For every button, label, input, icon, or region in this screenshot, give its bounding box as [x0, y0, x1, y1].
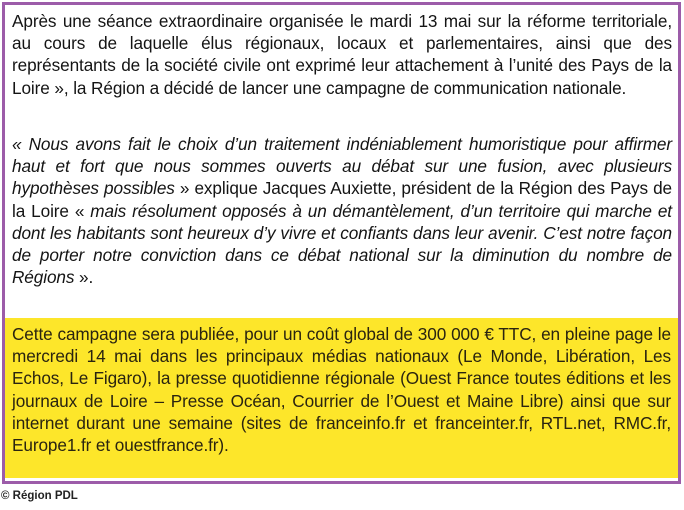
image-credit: © Région PDL [1, 490, 78, 502]
article-frame [2, 2, 681, 484]
intro-paragraph: Après une séance extraordinaire organisée le mardi 13 mai sur la réforme territoriale, au cours de laquelle élus régionaux, locaux et parlementaires, ainsi que des représentants de la société civile ont exprimé leur attachement à l’unité des Pays de la Loire », la Région a décidé de lancer une campagne de communication nationale. [12, 11, 672, 98]
quote-closing: ». [74, 267, 94, 288]
highlighted-box [5, 318, 678, 478]
quote-part-2: mais résolument opposés à un démantèlement, d’un territoire qui marche et dont les habitants sont heureux d’y vivre et confiants dans leur avenir. C’est notre façon de porter notre conviction dans ce débat national sur la diminution du nombre de Régions [12, 200, 672, 288]
quote-paragraph [12, 133, 672, 288]
quote-part-1: « Nous avons fait le choix d’un traitement indéniablement humoristique pour affirmer haut et fort que nous sommes ouverts au débat sur une fusion, avec plusieurs hypothèses possibles [12, 134, 672, 199]
campaign-details-paragraph: Cette campagne sera publiée, pour un coût global de 300 000 € TTC, en pleine page le mercredi 14 mai dans les principaux médias nationaux (Le Monde, Libération, Les Echos, Le Figaro), la presse quotidienne régionale (Ouest France toutes éditions et les journaux de Loire – Presse Océan, Courrier de l’Ouest et Maine Libre) ainsi que sur internet durant une semaine (sites de franceinfo.fr et franceinter.fr, RTL.net, RMC.fr, Europe1.fr et ouestfrance.fr). [12, 324, 671, 456]
quote-attribution: » explique Jacques Auxiette, président de la Région des Pays de la Loire « [12, 178, 672, 221]
